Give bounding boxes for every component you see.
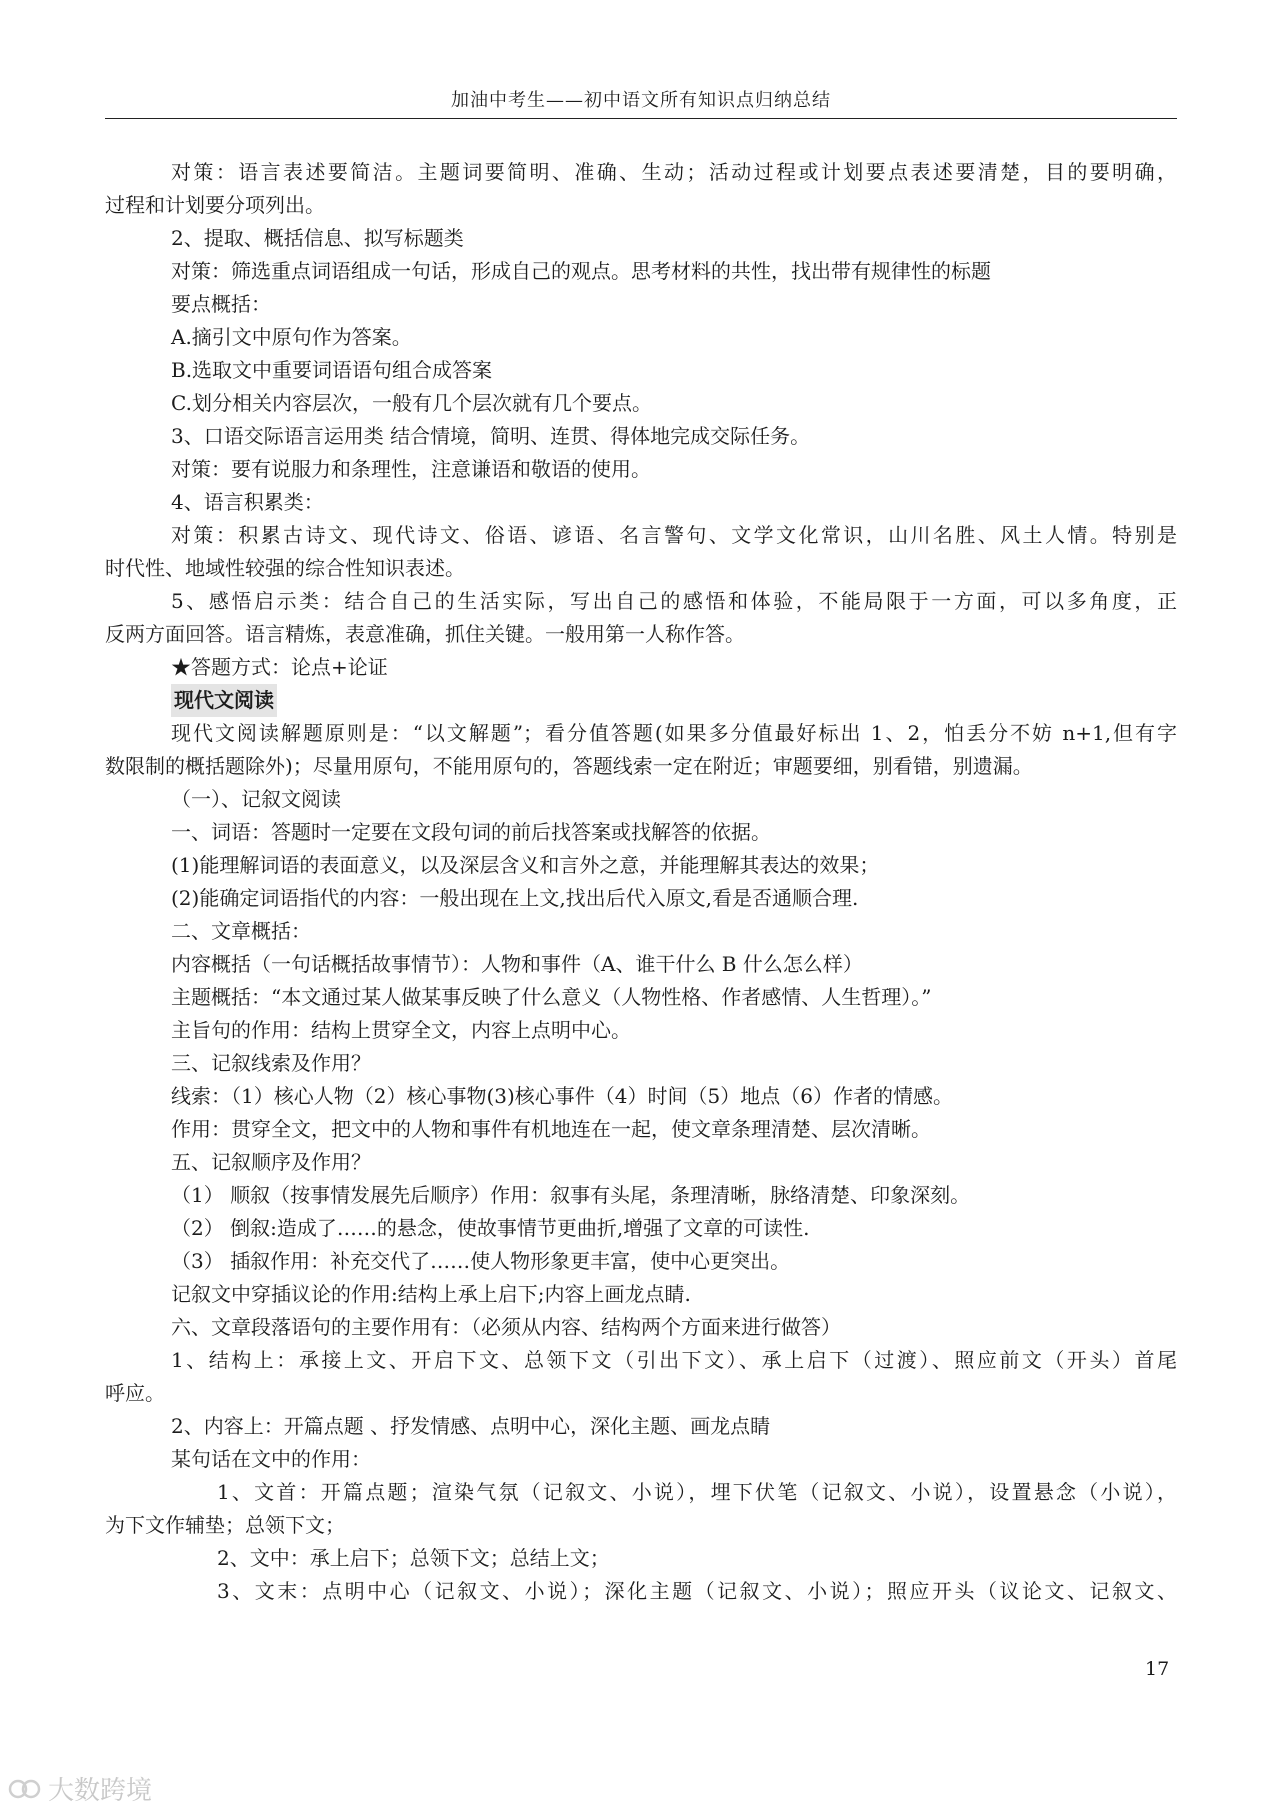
page-number: 17: [1145, 1658, 1170, 1680]
paragraph-line: 2、提取、概括信息、拟写标题类: [171, 226, 464, 250]
paragraph-line: 对策：语言表述要简洁。主题词要简明、准确、生动；活动过程或计划要点表述要清楚，目的要明确，: [171, 160, 1177, 184]
paragraph-line: 主旨句的作用：结构上贯穿全文，内容上点明中心。: [171, 1018, 631, 1042]
paragraph-line: 对策：积累古诗文、现代诗文、俗语、谚语、名言警句、文学文化常识，山川名胜、风土人情。特别是: [171, 523, 1177, 547]
paragraph-line: 内容概括（一句话概括故事情节）：人物和事件（A、谁干什么 B 什么怎么样）: [171, 952, 863, 976]
paragraph-line: 主题概括：“本文通过某人做某事反映了什么意义（人物性格、作者感情、人生哲理）。”: [171, 985, 932, 1009]
paragraph-line: 5、感悟启示类：结合自己的生活实际，写出自己的感悟和体验，不能局限于一方面，可以多角度，正: [171, 589, 1177, 613]
paragraph-line: 某句话在文中的作用：: [171, 1447, 371, 1471]
paragraph-line: （2） 倒叙:造成了……的悬念，使故事情节更曲折,增强了文章的可读性.: [171, 1216, 810, 1240]
paragraph-line: 时代性、地域性较强的综合性知识表述。: [105, 556, 465, 580]
paragraph-line: B.选取文中重要词语语句组合成答案: [171, 358, 493, 382]
paragraph-line: 作用：贯穿全文，把文中的人物和事件有机地连在一起，使文章条理清楚、层次清晰。: [171, 1117, 931, 1141]
paragraph-line: ★答题方式：论点+论证: [171, 655, 388, 679]
paragraph-line: 2、内容上：开篇点题 、抒发情感、点明中心，深化主题、画龙点睛: [171, 1414, 771, 1438]
paragraph-line: 六、文章段落语句的主要作用有：（必须从内容、结构两个方面来进行做答）: [171, 1315, 841, 1339]
paragraph-line: 3、文末：点明中心（记叙文、小说）；深化主题（记叙文、小说）；照应开头（议论文、记叙文、: [217, 1579, 1177, 1603]
paragraph-line: (2)能确定词语指代的内容：一般出现在上文,找出后代入原文,看是否通顺合理.: [171, 886, 859, 910]
document-body: [105, 156, 1177, 1608]
paragraph-line: 3、口语交际语言运用类 结合情境，简明、连贯、得体地完成交际任务。: [171, 424, 811, 448]
paragraph-line: 五、记叙顺序及作用？: [171, 1150, 371, 1174]
paragraph-line: 2、文中：承上启下；总领下文；总结上文；: [217, 1546, 610, 1570]
watermark: [8, 1770, 152, 1807]
paragraph-line: 数限制的概括题除外)；尽量用原句，不能用原句的，答题线索一定在附近；审题要细，别看错，别遗漏。: [105, 754, 1033, 778]
paragraph-line: （3） 插叙作用：补充交代了……使人物形象更丰富，使中心更突出。: [171, 1249, 791, 1273]
paragraph-line: 现代文阅读解题原则是：“以文解题”；看分值答题(如果多分值最好标出 1、2，怕丢分不妨 n+1,但有字: [171, 721, 1177, 745]
paragraph-line: 呼应。: [105, 1381, 165, 1405]
paragraph-line: 三、记叙线索及作用？: [171, 1051, 371, 1075]
paragraph-line: (1)能理解词语的表面意义，以及深层含义和言外之意，并能理解其表达的效果；: [171, 853, 880, 877]
paragraph-line: 对策：要有说服力和条理性，注意谦语和敬语的使用。: [171, 457, 651, 481]
paragraph-line: 记叙文中穿插议论的作用:结构上承上启下;内容上画龙点睛.: [171, 1282, 691, 1306]
paragraph-line: 反两方面回答。语言精炼，表意准确，抓住关键。一般用第一人称作答。: [105, 622, 745, 646]
paragraph-line: 1、结构上：承接上文、开启下文、总领下文（引出下文）、承上启下（过渡）、照应前文（开头）首尾: [171, 1348, 1177, 1372]
paragraph-line: 4、语言积累类：: [171, 490, 324, 514]
watermark-logo-icon: [8, 1777, 42, 1801]
paragraph-line: 对策：筛选重点词语组成一句话，形成自己的观点。思考材料的共性，找出带有规律性的标题: [171, 259, 991, 283]
section-heading-line: [105, 684, 1177, 717]
watermark-text: 大数跨境: [48, 1776, 153, 1806]
paragraph-line: C.划分相关内容层次，一般有几个层次就有几个要点。: [171, 391, 652, 415]
paragraph-line: A.摘引文中原句作为答案。: [171, 325, 412, 349]
paragraph-line: （1） 顺叙（按事情发展先后顺序）作用：叙事有头尾，条理清晰，脉络清楚、印象深刻。: [171, 1183, 971, 1207]
paragraph-line: 二、文章概括：: [171, 919, 311, 943]
paragraph-line: 要点概括：: [171, 292, 271, 316]
paragraph-line: 过程和计划要分项列出。: [105, 193, 325, 217]
header-divider: [105, 118, 1177, 119]
section-title: 现代文阅读: [171, 684, 277, 717]
paragraph-line: 线索：（1）核心人物（2）核心事物(3)核心事件（4）时间（5）地点（6）作者的情感。: [171, 1084, 953, 1108]
subsection-heading: （一）、记叙文阅读: [171, 787, 341, 811]
paragraph-line: 一、词语：答题时一定要在文段句词的前后找答案或找解答的依据。: [171, 820, 771, 844]
page-header: 加油中考生——初中语文所有知识点归纳总结: [451, 90, 831, 111]
paragraph-line: 为下文作辅垫；总领下文；: [105, 1513, 345, 1537]
paragraph-line: 1、文首：开篇点题；渲染气氛（记叙文、小说），埋下伏笔（记叙文、小说），设置悬念（小说），: [217, 1480, 1177, 1504]
